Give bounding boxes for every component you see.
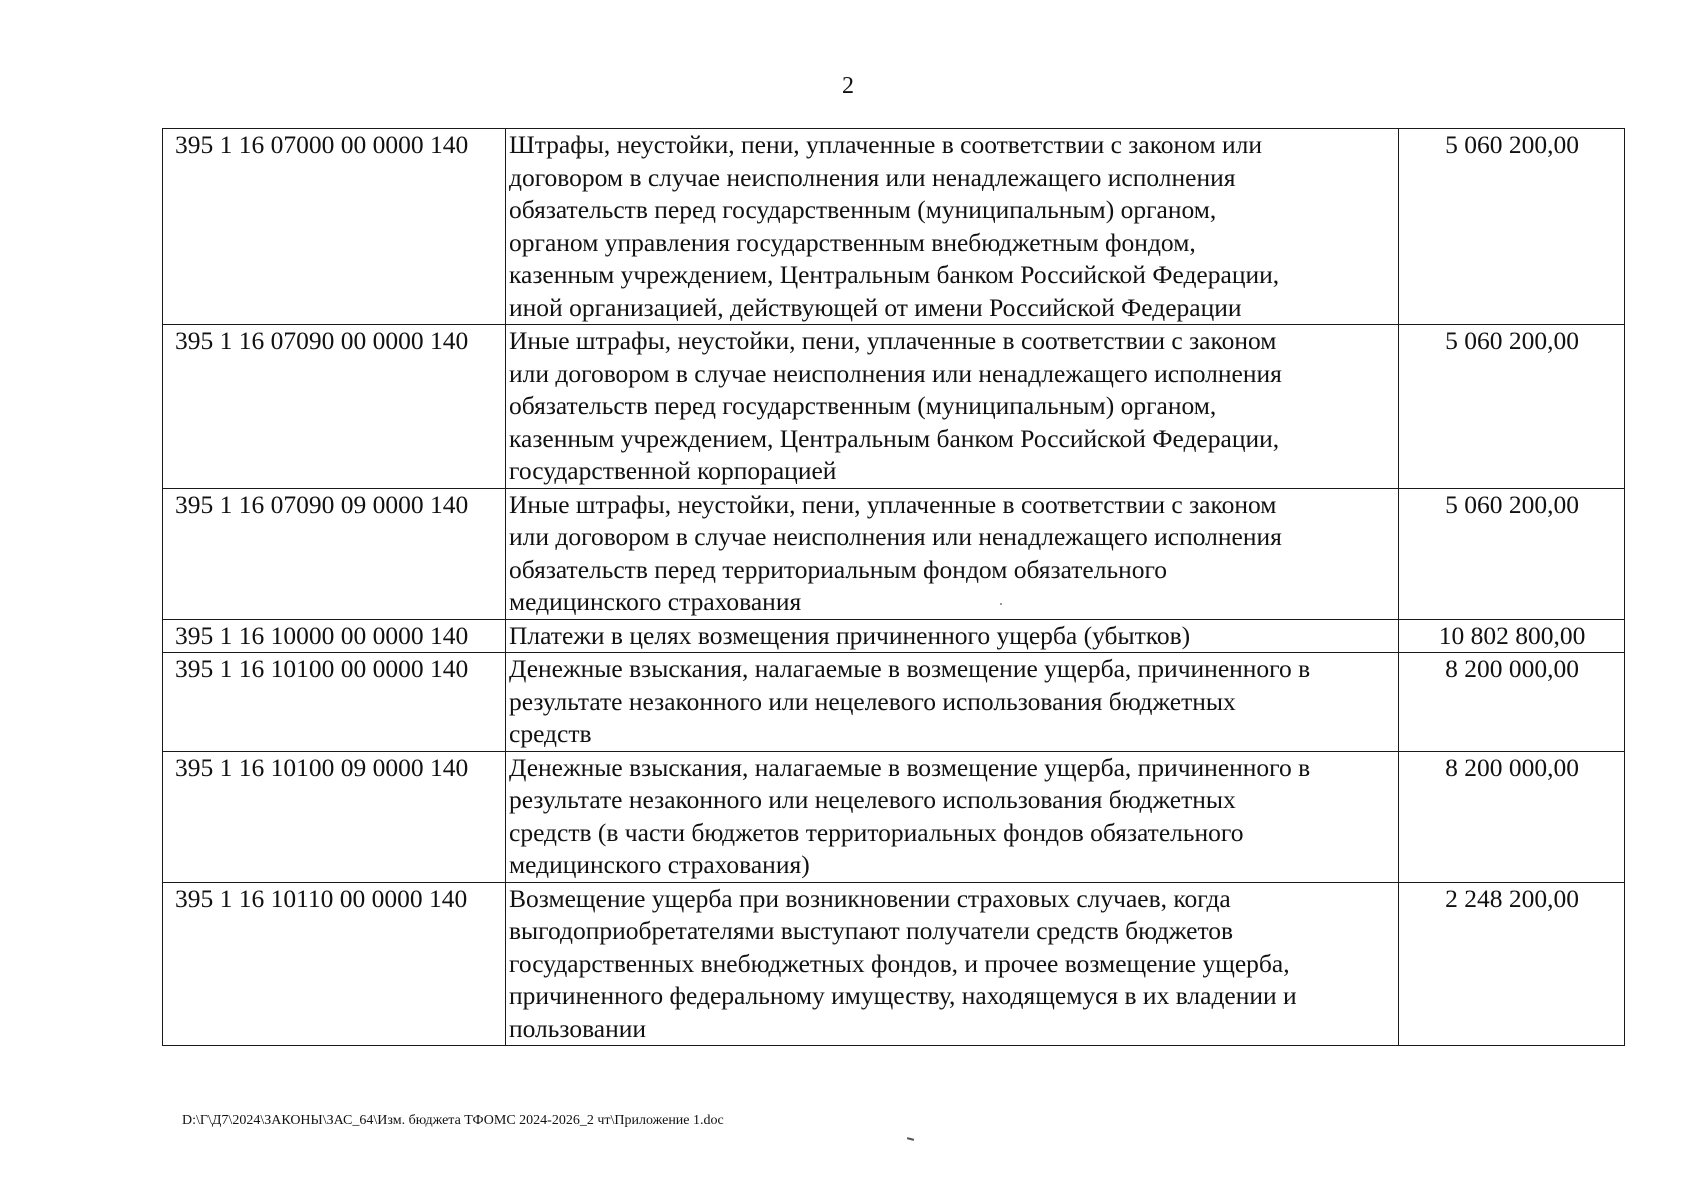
description-line: средств (в части бюджетов территориальных фондов обязательного [509,817,1244,847]
table-row [163,129,1625,325]
revenue-description [506,488,1399,619]
amount: 8 200 000,00 [1399,653,1625,752]
budget-classification-code: 395 1 16 07000 00 0000 140 [163,129,506,325]
revenue-description [506,653,1399,752]
description-line: государственных внебюджетных фондов, и прочее возмещение ущерба, [509,948,1290,978]
table-row [163,325,1625,489]
description-line: государственной корпорацией [509,456,837,485]
description-line: Платежи в целях возмещения причиненного ущерба (убытков) [509,620,1191,650]
description-line: обязательств перед государственным (муниципальным) органом, [509,195,1217,224]
footer-file-path: D:\Г\Д7\2024\ЗАКОНЫ\ЗАС_64\Изм. бюджета ТФОМС 2024-2026_2 чт\Приложение 1.doc [182,1113,724,1128]
description-line: Возмещение ущерба при возникновении страховых случаев, когда [509,883,1231,913]
budget-classification-code: 395 1 16 10100 00 0000 140 [163,653,506,752]
scan-speck [907,1137,914,1141]
page-number: 2 [842,73,854,99]
budget-classification-code: 395 1 16 10110 00 0000 140 [163,882,506,1046]
revenue-description [506,619,1399,653]
description-line: средств [509,719,592,748]
amount: 5 060 200,00 [1399,325,1625,489]
description-line: выгодоприобретателями выступают получатели средств бюджетов [509,916,1234,945]
budget-classification-code: 395 1 16 07090 09 0000 140 [163,488,506,619]
description-line: или договором в случае неисполнения или ненадлежащего исполнения [509,522,1282,551]
description-line: медицинского страхования [509,587,802,616]
table-row [163,488,1625,619]
table-row [163,751,1625,882]
description-line: результате незаконного или нецелевого использования бюджетных [509,785,1236,814]
budget-classification-code: 395 1 16 10000 00 0000 140 [163,619,506,653]
description-line: или договором в случае неисполнения или ненадлежащего исполнения [509,358,1282,388]
budget-classification-code: 395 1 16 07090 00 0000 140 [163,325,506,489]
revenue-description [506,751,1399,882]
scan-speck [1000,603,1002,605]
budget-revenue-table [162,128,1625,1046]
amount: 8 200 000,00 [1399,751,1625,882]
amount: 2 248 200,00 [1399,882,1625,1046]
description-line: обязательств перед территориальным фондом обязательного [509,554,1168,584]
description-line: причиненного федеральному имуществу, находящемуся в их владении и [509,981,1297,1010]
revenue-description [506,325,1399,489]
revenue-description [506,882,1399,1046]
description-line: пользовании [509,1013,647,1043]
description-line: Штрафы, неустойки, пени, уплаченные в соответствии с законом или [509,130,1262,159]
description-line: обязательств перед государственным (муниципальным) органом, [509,391,1217,420]
description-line: Денежные взыскания, налагаемые в возмещение ущерба, причиненного в [509,654,1311,683]
description-line: результате незаконного или нецелевого использования бюджетных [509,686,1236,716]
amount: 5 060 200,00 [1399,129,1625,325]
budget-classification-code: 395 1 16 10100 09 0000 140 [163,751,506,882]
revenue-description [506,129,1399,325]
description-line: Иные штрафы, неустойки, пени, уплаченные в соответствии с законом [509,326,1277,355]
description-line: казенным учреждением, Центральным банком Российской Федерации, [509,260,1280,289]
table-row [163,619,1625,653]
description-line: Денежные взыскания, налагаемые в возмещение ущерба, причиненного в [509,752,1311,782]
description-line: иной организацией, действующей от имени Российской Федерации [509,292,1242,322]
amount: 10 802 800,00 [1399,619,1625,653]
amount: 5 060 200,00 [1399,488,1625,619]
description-line: Иные штрафы, неустойки, пени, уплаченные в соответствии с законом [509,489,1277,519]
table-row [163,653,1625,752]
description-line: договором в случае неисполнения или ненадлежащего исполнения [509,162,1236,192]
table-row [163,882,1625,1046]
description-line: медицинского страхования) [509,850,810,879]
description-line: казенным учреждением, Центральным банком Российской Федерации, [509,423,1280,453]
description-line: органом управления государственным внебюджетным фондом, [509,227,1196,257]
